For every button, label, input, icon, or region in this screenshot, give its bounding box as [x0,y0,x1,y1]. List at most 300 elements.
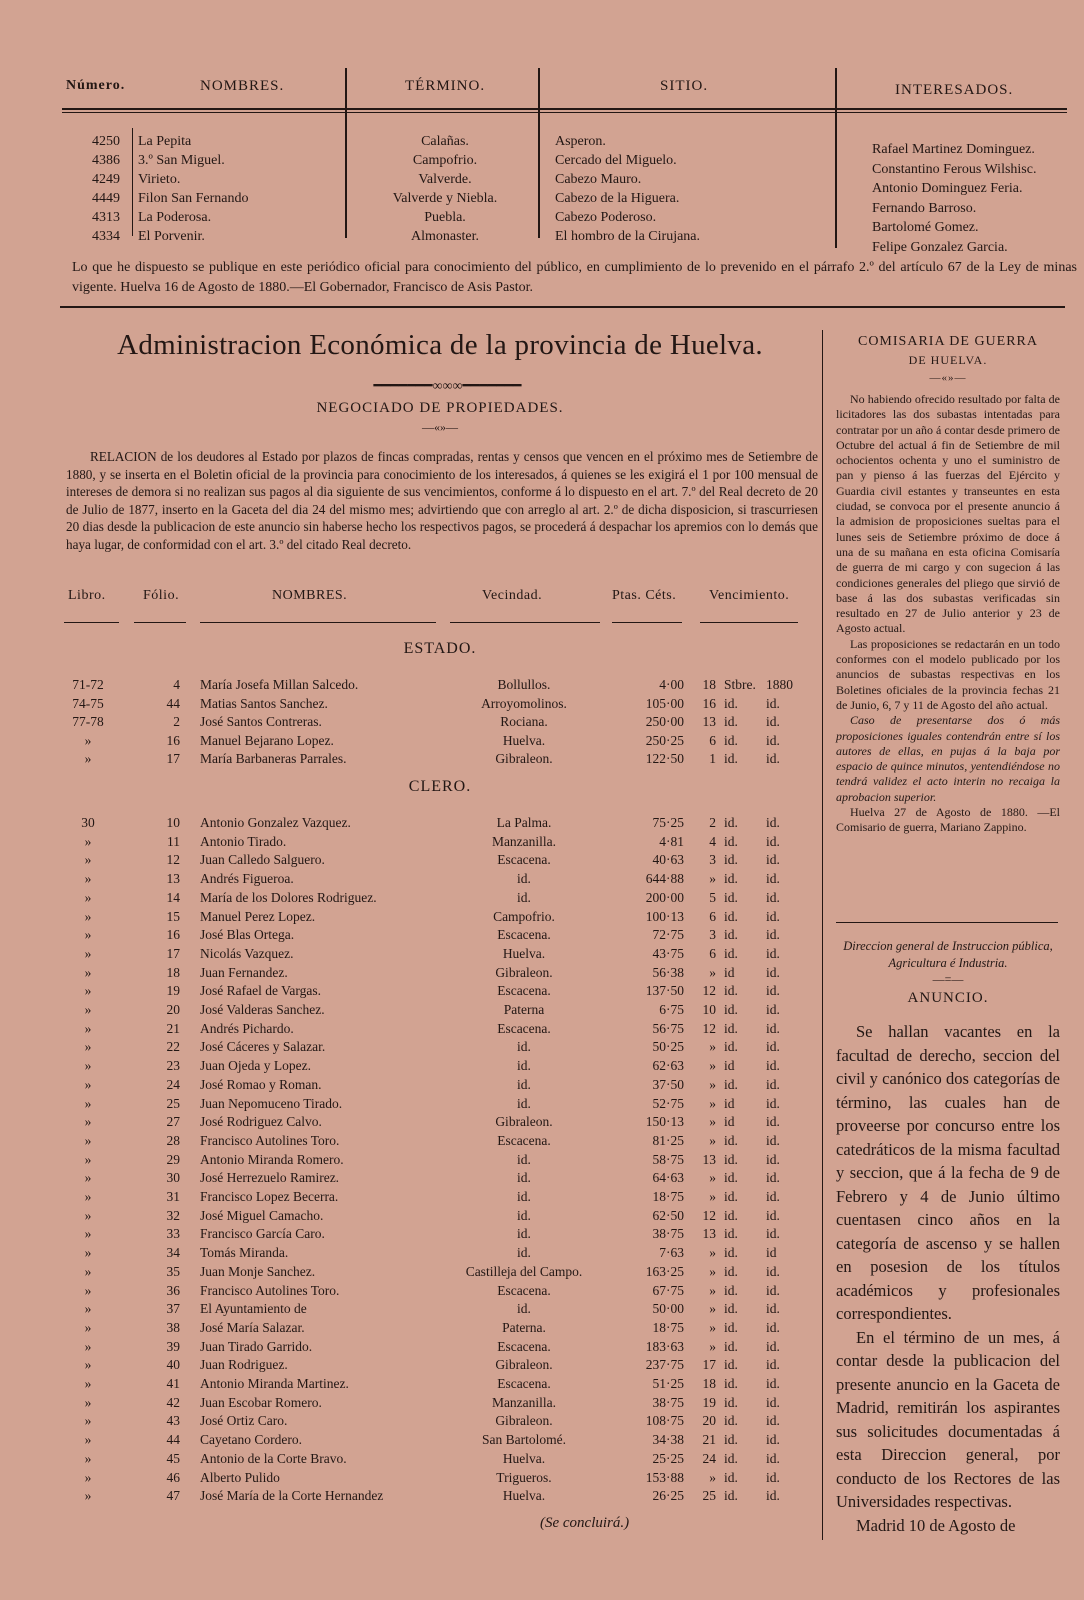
table-row [0,965,820,984]
table-row [0,1096,820,1115]
mine-name: La Poderosa. [138,210,212,225]
year-cell: id. [766,1207,780,1223]
amount-cell: 72·75 [652,927,684,943]
table-row [0,834,820,853]
header-underline [200,622,436,623]
table-row [0,1320,820,1339]
amount-cell: 58·75 [652,1151,684,1167]
table-row [0,1189,820,1208]
column-divider [822,330,823,1540]
libro-cell: » [84,1002,92,1017]
year-cell: id. [766,1469,780,1485]
amount-cell: 38·75 [652,1394,684,1410]
vecindad-cell: Escacena. [497,1282,551,1298]
libro-cell: » [84,983,92,999]
name-cell: José Romao y Roman. [200,1076,322,1092]
day-cell: 17 [702,1357,716,1373]
name-cell: Juan Tirado Garrido. [200,1338,313,1354]
folio-cell: 29 [166,1151,180,1167]
month-cell: id. [724,871,738,887]
comisaria-title-line2: DE HUELVA. [908,353,988,367]
table-row [0,909,820,928]
libro-cell: 74-75 [72,695,104,711]
mine-number: 4313 [92,210,120,225]
libro-cell: 71-72 [72,677,104,692]
libro-cell: » [84,833,92,849]
table-row [0,1451,820,1470]
vecindad-cell: Escacena. [497,1132,551,1148]
libro-cell: » [84,1282,92,1298]
day-cell: 3 [709,852,716,868]
table-row [0,1245,820,1264]
folio-cell: 39 [166,1338,180,1354]
amount-cell: 4·81 [659,833,684,849]
month-cell: id. [724,1076,738,1092]
amount-cell: 62·50 [652,1207,684,1223]
libro-cell: » [84,1039,92,1055]
mine-termino: Valverde y Niebla. [392,191,498,206]
libro-cell: » [84,871,92,887]
amount-cell: 81·25 [652,1132,684,1148]
table-row [0,1152,820,1171]
table-row [0,1133,820,1152]
libro-cell: 77-78 [72,714,104,730]
libro-cell: » [84,889,92,905]
folio-cell: 14 [166,889,180,905]
header-underline [612,622,682,623]
day-cell: » [709,964,716,980]
table-row [0,1170,820,1189]
amount-cell: 25·25 [652,1450,684,1466]
mine-interesado: Fernando Barroso. [872,200,977,216]
folio-cell: 13 [166,871,180,887]
month-cell: id. [724,714,738,730]
day-cell: 12 [702,1207,716,1223]
name-cell: Juan Ojeda y Lopez. [200,1058,311,1074]
amount-cell: 100·13 [645,908,684,924]
vecindad-cell: id. [517,1226,531,1242]
libro-cell: 30 [81,815,95,830]
mine-interesado: Antonio Dominguez Feria. [872,181,1023,196]
mine-termino: Puebla. [424,210,466,225]
table-row [0,1488,820,1507]
table-row [0,983,820,1002]
month-cell: id. [724,1338,738,1354]
day-cell: 13 [702,1151,716,1167]
table-row [0,946,820,965]
libro-cell: » [84,1020,92,1036]
month-cell: id. [724,732,738,748]
year-cell: id. [766,1301,780,1317]
amount-cell: 108·75 [645,1413,684,1429]
folio-cell: 11 [167,833,180,849]
year-cell: id. [766,908,780,924]
vecindad-cell: Huelva. [502,732,546,748]
name-cell: Juan Monje Sanchez. [200,1263,316,1279]
vecindad-cell: Manzanilla. [491,833,557,849]
mines-sitios [555,132,700,246]
folio-cell: 17 [166,945,180,961]
name-cell: Manuel Bejarano Lopez. [200,732,334,748]
month-cell: id. [724,889,738,905]
header-vencimiento: Vencimiento. [709,588,790,603]
mine-sitio: Cercado del Miguelo. [555,153,677,168]
vecindad-cell: Huelva. [502,945,546,961]
name-cell: Antonio de la Corte Bravo. [200,1450,347,1466]
amount-cell: 137·50 [645,983,684,999]
header-vecindad: Vecindad. [482,588,543,603]
mines-header-rule [62,112,1067,113]
folio-cell: 44 [166,695,180,711]
comisaria-paragraph: No habiendo ofrecido resultado por falta de licitadores las dos subastas intentadas para contratar por un año á contar desde primero de Octubre del actual á fin de Setiembre de mil ochocientos ochenta y uno el suministro de pan y pienso á las fuerzas del Ejército y Guardia civil estantes y transeuntes en esta ciudad, se convoca por el presente anuncio á la admision de proposiciones sueltas para el lunes seis de Setiembre próximo de doce á una de su mañana en esta oficina Comisaría de guerra de mi cargo y con sugecion á las condiciones generales del pliego que sirvió de base á las dos subastas verificadas sin resultado en 27 de Julio anterior y 23 de Agosto actual. [836,392,1060,636]
table-row [0,1376,820,1395]
vecindad-cell: Bollullos. [497,677,551,692]
table-row [0,927,820,946]
folio-cell: 2 [173,714,180,730]
libro-cell: » [84,1076,92,1092]
month-cell: id. [724,1170,738,1186]
name-cell: José Blas Ortega. [200,927,295,943]
table-row [0,1208,820,1227]
folio-cell: 4 [173,677,180,692]
name-cell: Francisco Autolines Toro. [200,1132,340,1148]
year-cell: id. [766,852,780,868]
month-cell: id. [724,1020,738,1036]
libro-cell: » [84,1469,92,1485]
table-row [0,1357,820,1376]
folio-cell: 35 [166,1263,180,1279]
header-ptas: Ptas. Céts. [612,588,677,603]
vecindad-cell: id. [517,1207,531,1223]
libro-cell: » [84,927,92,943]
anuncio-paragraph: En el término de un mes, á contar desde la publicacion del presente anuncio en la Gaceta de Madrid, remitirán los aspirantes sus solicitudes documentadas á esta Direccion general, por conducto de los Rectores de las Universidades respectivas. [836,1327,1060,1511]
folio-cell: 23 [166,1058,180,1074]
vecindad-cell: Escacena. [497,983,551,999]
libro-cell: » [84,1301,92,1317]
year-cell: id. [766,1226,780,1242]
month-cell: id. [724,1301,738,1317]
name-cell: María Josefa Millan Salcedo. [200,677,359,692]
name-cell: José Ortiz Caro. [200,1413,288,1429]
year-cell: id. [766,1376,780,1391]
name-cell: José Cáceres y Salazar. [200,1039,326,1055]
table-row [0,1339,820,1358]
name-cell: Francisco García Caro. [200,1226,325,1242]
vecindad-cell: Huelva. [502,1450,546,1466]
year-cell: id. [766,964,780,980]
year-cell: id. [766,1189,780,1204]
table-row [0,1413,820,1432]
name-cell: Juan Fernandez. [200,964,288,980]
amount-cell: 43·75 [652,945,684,961]
year-cell: id. [766,1413,780,1429]
folio-cell: 28 [166,1132,180,1148]
day-cell: 5 [709,889,716,905]
small-ornament: —«»— [422,420,458,434]
name-cell: María de los Dolores Rodriguez. [200,889,377,905]
folio-cell: 17 [166,751,180,767]
name-cell: Francisco Autolines Toro. [200,1282,340,1298]
vecindad-cell: id. [517,1058,531,1074]
name-cell: Nicolás Vazquez. [200,945,294,961]
year-cell: id. [766,815,780,830]
day-cell: 18 [702,677,716,692]
month-cell: id. [724,833,738,849]
year-cell: id. [766,1151,780,1167]
amount-cell: 105·00 [645,695,684,711]
name-cell: El Ayuntamiento de [200,1301,307,1317]
day-cell: » [709,871,716,887]
name-cell: Matias Santos Sanchez. [200,695,328,711]
month-cell: id [724,964,735,980]
year-cell: id. [766,1450,780,1466]
folio-cell: 27 [166,1114,180,1130]
year-cell: 1880 [766,677,793,692]
vecindad-cell: Gibraleon. [495,1357,553,1373]
day-cell: 2 [709,815,716,830]
header-nombres: NOMBRES. [272,588,348,603]
name-cell: Juan Calledo Salguero. [200,852,325,868]
header-underline [450,622,600,623]
mines-header-rule-top [62,108,1067,110]
name-cell: José Valderas Sanchez. [200,1002,325,1017]
day-cell: 12 [702,983,716,999]
amount-cell: 38·75 [652,1226,684,1242]
direccion-heading: Direccion general de Instruccion pública, Agricultura é Industria. [843,939,1053,970]
section-rule [836,922,1058,923]
vecindad-cell: Paterna. [502,1319,546,1335]
mines-numbers [74,132,120,246]
name-cell: José María de la Corte Hernandez [200,1488,384,1504]
folio-cell: 24 [166,1076,180,1092]
column-divider [132,128,133,236]
libro-cell: » [84,852,92,868]
month-cell: id. [724,1226,738,1242]
month-cell: id. [724,1450,738,1466]
month-cell: id. [724,815,738,830]
name-cell: José Miguel Camacho. [200,1207,324,1223]
day-cell: » [709,1095,716,1111]
folio-cell: 47 [166,1488,180,1504]
folio-cell: 16 [166,732,180,748]
table-row [0,1432,820,1451]
month-cell: id. [724,908,738,924]
table-row [0,751,820,770]
mine-interesado: Bartolomé Gomez. [872,220,979,235]
mines-interesados [872,140,1036,257]
clero-heading: CLERO. [408,778,472,795]
day-cell: 25 [702,1488,716,1504]
header-nombres: NOMBRES. [200,78,285,94]
folio-cell: 36 [166,1282,180,1298]
header-sitio: SITIO. [660,78,709,94]
year-cell: id. [766,1338,780,1354]
libro-cell: » [84,1319,92,1335]
day-cell: 3 [709,927,716,943]
table-row [0,815,820,834]
day-cell: » [709,1263,716,1279]
vecindad-cell: id. [517,871,531,887]
vecindad-cell: Gibraleon. [495,1114,553,1130]
year-cell: id. [766,945,780,961]
vecindad-cell: Castilleja del Campo. [465,1263,583,1279]
mines-closing-text: Lo que he dispuesto se publique en este periódico oficial para conocimiento del público, en cumplimiento de lo prevenido en el párrafo 2.º del artículo 67 de la Ley de minas vigente. Huelva 16 de Agosto de 1880.—El Gobernador, Francisco de Asis Pastor. [72,260,1077,295]
day-cell: » [709,1132,716,1148]
table-row [0,1021,820,1040]
day-cell: » [709,1076,716,1092]
name-cell: Francisco Lopez Becerra. [200,1189,339,1204]
name-cell: Juan Escobar Romero. [200,1394,322,1410]
amount-cell: 250·00 [645,714,684,730]
name-cell: Manuel Perez Lopez. [200,908,316,924]
year-cell: id. [766,833,780,849]
header-underline [700,622,798,623]
mines-terminos [350,132,540,246]
name-cell: Cayetano Cordero. [200,1432,302,1448]
day-cell: » [709,1245,716,1261]
folio-cell: 45 [166,1450,180,1466]
folio-cell: 40 [166,1357,180,1373]
day-cell: » [709,1114,716,1130]
table-row [0,1039,820,1058]
amount-cell: 153·88 [645,1469,684,1485]
mine-termino: Valverde. [418,172,472,187]
comisaria-title [836,333,1060,387]
name-cell: Andrés Pichardo. [200,1020,294,1036]
libro-cell: » [84,1189,92,1204]
mine-number: 4249 [92,172,120,187]
vecindad-cell: Trigueros. [496,1469,552,1485]
mine-name: El Porvenir. [138,229,205,244]
libro-cell: » [84,1263,92,1279]
libro-cell: » [84,1058,92,1074]
amount-cell: 18·75 [652,1319,684,1335]
header-underline [134,622,186,623]
anuncio-heading: ANUNCIO. [907,990,989,1006]
month-cell: id. [724,1002,738,1017]
libro-cell: » [84,1432,92,1448]
day-cell: 4 [709,833,716,849]
column-divider [835,68,837,248]
folio-cell: 19 [166,983,180,999]
day-cell: » [709,1039,716,1055]
header-numero: Número. [66,78,126,93]
vecindad-cell: id. [517,889,531,905]
day-cell: » [709,1058,716,1074]
mine-number: 4334 [92,229,120,244]
libro-cell: » [84,1151,92,1167]
amount-cell: 163·25 [645,1263,684,1279]
libro-cell: » [84,1170,92,1186]
month-cell: id. [724,927,738,943]
mine-number: 4449 [92,191,120,206]
name-cell: José Rodriguez Calvo. [200,1114,322,1130]
month-cell: id. [724,1432,738,1448]
folio-cell: 37 [166,1301,180,1317]
comisaria-paragraph: Las proposiciones se redactarán en un todo conformes con el modelo publicado por los anuncios de subastas respectivas en los Boletines oficiales de la provincia fechas 21 de Junio, 6, 7 y 11 de Agosto del año actual. [836,636,1060,712]
year-cell: id. [766,1263,780,1279]
amount-cell: 150·13 [645,1114,684,1130]
column-divider [345,68,347,238]
year-cell: id. [766,1394,780,1410]
mine-sitio: El hombro de la Cirujana. [555,229,701,244]
mine-name: La Pepita [138,134,192,149]
year-cell: id. [766,732,780,748]
name-cell: Antonio Miranda Romero. [200,1151,344,1167]
vecindad-cell: San Bartolomé. [482,1432,566,1448]
month-cell: id. [724,1263,738,1279]
admin-subtitle: NEGOCIADO DE PROPIEDADES. [316,400,564,416]
year-cell: id. [766,1282,780,1298]
name-cell: José Santos Contreras. [200,714,322,730]
amount-cell: 52·75 [652,1095,684,1111]
name-cell: Antonio Miranda Martinez. [200,1376,349,1391]
year-cell: id. [766,1076,780,1092]
header-folio: Fólio. [143,588,180,603]
year-cell: id. [766,1488,780,1504]
vecindad-cell: Escacena. [497,1376,551,1391]
table-row [0,1283,820,1302]
comisaria-body [836,392,1060,836]
libro-cell: » [84,1357,92,1373]
folio-cell: 22 [166,1039,180,1055]
estado-heading: ESTADO. [403,640,477,657]
libro-cell: » [84,1114,92,1130]
libro-cell: » [84,964,92,980]
header-interesados: INTERESADOS. [895,82,1014,98]
folio-cell: 10 [166,815,180,830]
table-row [0,1395,820,1414]
mine-termino: Campofrio. [412,153,478,168]
vecindad-cell: Rociana. [500,714,548,730]
amount-cell: 40·63 [652,852,684,868]
mine-termino: Calañas. [421,134,469,149]
anuncio-body [836,1020,1060,1537]
month-cell: id. [724,983,738,999]
table-row [0,890,820,909]
table-row [0,871,820,890]
name-cell: Antonio Tirado. [200,833,287,849]
month-cell: id. [724,1039,738,1055]
folio-cell: 16 [166,927,180,943]
libro-cell: » [84,1450,92,1466]
anuncio-paragraph: Madrid 10 de Agosto de [856,1515,1016,1535]
vecindad-cell: id. [517,1170,531,1186]
admin-title: Administracion Económica de la provincia de Huelva. [117,329,763,361]
year-cell: id. [766,1132,780,1148]
day-cell: 10 [702,1002,716,1017]
double-rule-ornament: —=— [932,972,964,986]
libro-cell: » [84,751,92,767]
year-cell: id. [766,751,780,767]
table-row [0,1002,820,1021]
year-cell: id. [766,1170,780,1186]
anuncio-paragraph: Se hallan vacantes en la facultad de derecho, seccion del civil y canónico dos categorías de término, las cuales han de proveerse por concurso entre los catedráticos de la misma facultad y seccion, que á la fecha de 9 de Febrero y 4 de Junio último cuentasen cinco años en la categoría de ascenso y se hallen en posesion de los títulos académicos y profesionales correspondientes. [836,1022,1060,1323]
year-cell: id. [766,1432,780,1448]
libro-cell: » [84,1394,92,1410]
table-row [0,677,820,696]
mine-number: 4386 [92,153,120,168]
month-cell: id. [724,1469,738,1485]
amount-cell: 250·25 [645,732,684,748]
folio-cell: 42 [166,1394,180,1410]
amount-cell: 7·63 [659,1245,684,1261]
month-cell: id. [724,751,738,767]
folio-cell: 31 [166,1189,180,1204]
vecindad-cell: id. [517,1076,531,1092]
folio-cell: 25 [166,1095,180,1111]
day-cell: 20 [702,1413,716,1429]
